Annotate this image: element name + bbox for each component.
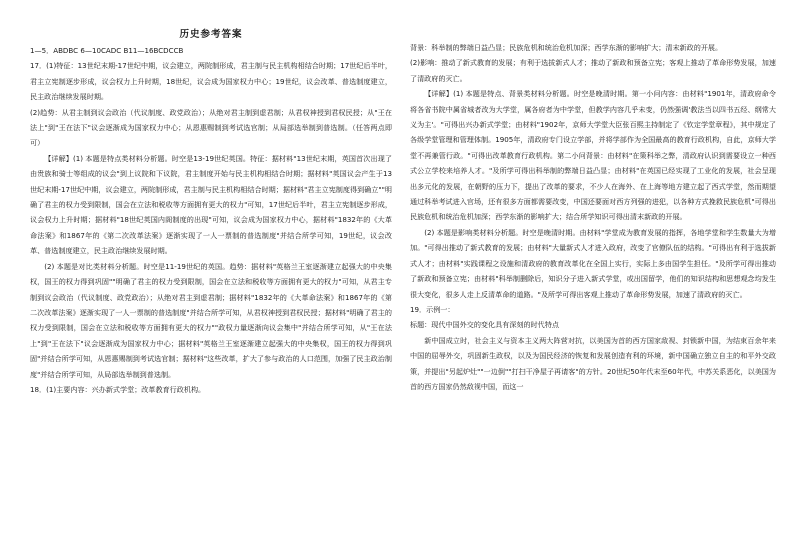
q17-answer-1: 17．(1)特征：13世纪末期-17世纪中期，议会建立，两院制形成，君主制与民主机构相结合时期；17世纪后半叶，君主立宪制逐步形成，议会权力上升时期，18世纪，议会成为国家权力中心；19世纪，议会改革、普选制度建立，民主政治继续发展时期。 (30, 61, 392, 102)
q19-title: 标题：现代中国外交的变化具有深刻的时代特点 (410, 320, 559, 330)
q17-explanation-1: 【详解】(1) 本题是特点类材料分析题。时空是13-19世纪英国。特征：据材料"13世纪末期，英国首次出现了由贵族和骑士等组成的议会"到上议院和下议院，君主制度开始与民主机构相结合时期；据材料"英国议会产生于13世纪末期-17世纪中期，议会建立，两院制形成，君主制与民主机构相结合时期；据材料"君主立宪制度得到确立""明确了君主的权力受到限制，国会在立法和税收等方面拥有更大的权力"可知，17世纪后半叶，君主立宪制逐步形成，议会权力上升时期；据材料"18世纪英国内阁制度的出现"可知，议会成为国家权力中心，据材料"1832年的《大革命法案》和1867年的《第二次改革法案》逐渐实现了一人一票制的普选制度"并结合所学可知，19世纪，议会改革、普选制度建立，民主政治继续发展时期。 (30, 153, 392, 256)
q19-body: 新中国成立时，社会主义与资本主义两大阵营对抗，以美国为首的西方国家敌视、封锁新中国，为结束百余年来中国的屈辱外交，巩固新生政权，以及为国民经济的恢复和发展创造有利的环境，新中国确立独立自主的和平外交政策，并提出"另起炉灶""一边倒""打扫干净屋子再请客"的方针。20世纪50年代末至60年代，中苏关系恶化，以美国为首的西方国家仍然敌视中国，而这一 (410, 335, 776, 391)
q18-explanation-1: 【详解】(1) 本题是特点、背景类材料分析题。时空是晚清时期。第一小问内容：由材料"1901年，清政府命令将各省书院中属省城者改为大学堂，属各府者为中学堂，但教学内容几乎未变，仍然强调'教法当以四书五经、纲常大义为主'。"可得出兴办新式学堂；由材料"1902年，京师大学堂大臣张百熙主持制定了《钦定学堂章程》，其中规定了各级学堂管理和管理体制。1905年，清政府专门设立学部，并将学部作为全国最高的教育行政机构，自此，京师大学堂不再兼管行政。"可得出改革教育行政机构。第二小问背景：由材料"在策科举之弊，清政府认识到需要设立一种西式公立学校来培养人才。"及所学可得出科举制的弊端日益凸显；由材料"在英国已经实现了工业化的发展，社会呈现出多元化的发展，在朝野的压力下，提出了改革的要求，不少人在海外、在上海等地方建立起了西式学堂，然而期望通过科举考试进入官场，还有很多方面都需要改变，中国还要面对西方列强的进犯，以各种方式挽救民族危机"可得出民族危机和统治危机加深；西学东渐的影响扩大；结合所学知识可得出清末新政的开展。 (410, 89, 776, 222)
answer-key-line: 1—5．ABDBC 6—10CADC B11—16BCDCCB (30, 46, 184, 55)
q18-impact: (2)影响：推动了新式教育的发展；有利于选拔新式人才；推动了新政和预备立宪；客观上推动了革命形势发展，加速了清政府的灭亡。 (410, 58, 776, 83)
left-column (30, 26, 392, 554)
q19-example-heading: 19．示例一： (410, 304, 455, 314)
q18-answer-1: 18．(1)主要内容：兴办新式学堂；改革教育行政机构。 (30, 384, 206, 394)
q17-explanation-2: (2) 本题是对比类材料分析题。时空是11-19世纪的英国。趋势：据材料"英格兰王室逐渐建立起强大的中央集权，国王的权力得到巩固""明确了君主的权力受到限制，国会在立法和税收等方面拥有更大的权力"可知，从君主专制到议会政治（代议制度、政党政治）；从绝对君主到虚君制；据材料"1832年的《大革命法案》和1867年的《第二次改革法案》逐渐实现了一人一票制的普选制度"并结合所学可知，从君权神授到君权民授；据材料"明确了君主的权力受到限制，国会在立法和税收等方面拥有更大的权力""政权力量逐渐向议会集中"并结合所学可知，从"王在法上"到"王在法下"议会逐渐成为国家权力中心；据材料"英格兰王室逐渐建立起强大的中央集权，国王的权力得到巩固"并结合所学可知，从恩惠赐制到考试选官制；据材料"这些改革，扩大了参与政治的人口范围，加强了民主政治制度"并结合所学可知，从局部选举制到普选制。 (30, 261, 392, 379)
q17-answer-2: (2)趋势：从君主制到议会政治（代议制度、政党政治）；从绝对君主制到虚君制；从君权神授到君权民授；从"王在法上"到"王在法下"议会逐渐成为国家权力中心；从恩惠赐制到考试选官制；从局部选举制到普选制。（任答两点即可） (30, 107, 392, 148)
q18-background: 背景：科举制的弊端日益凸显；民族危机和统治危机加深；西学东渐的影响扩大；清末新政的开展。 (410, 43, 723, 52)
right-column (410, 40, 776, 554)
document-title: 历史参考答案 (179, 29, 243, 40)
q18-explanation-2: (2) 本题是影响类材料分析题。时空是晚清时期。由材料"学堂成为教育发展的指挥，各地学堂和学生数量大为增加。"可得出推动了新式教育的发展；由材料"大量新式人才进入政府，改变了官僚队伍的结构。"可得出有利于选拔新式人才；由材料"实践课程之设施和清政府的教育改革化在全国上实行，实际上多由国学生担任。"及所学可得出推动了新政和预备立宪；由材料"科举制删除后，知识分子进入新式学堂，或出国留学，他们的知识结构和思想观念均发生很大变化，很多人走上反清革命的道路。"及所学可得出客观上推动了革命形势发展，加速了清政府的灭亡。 (410, 227, 776, 299)
